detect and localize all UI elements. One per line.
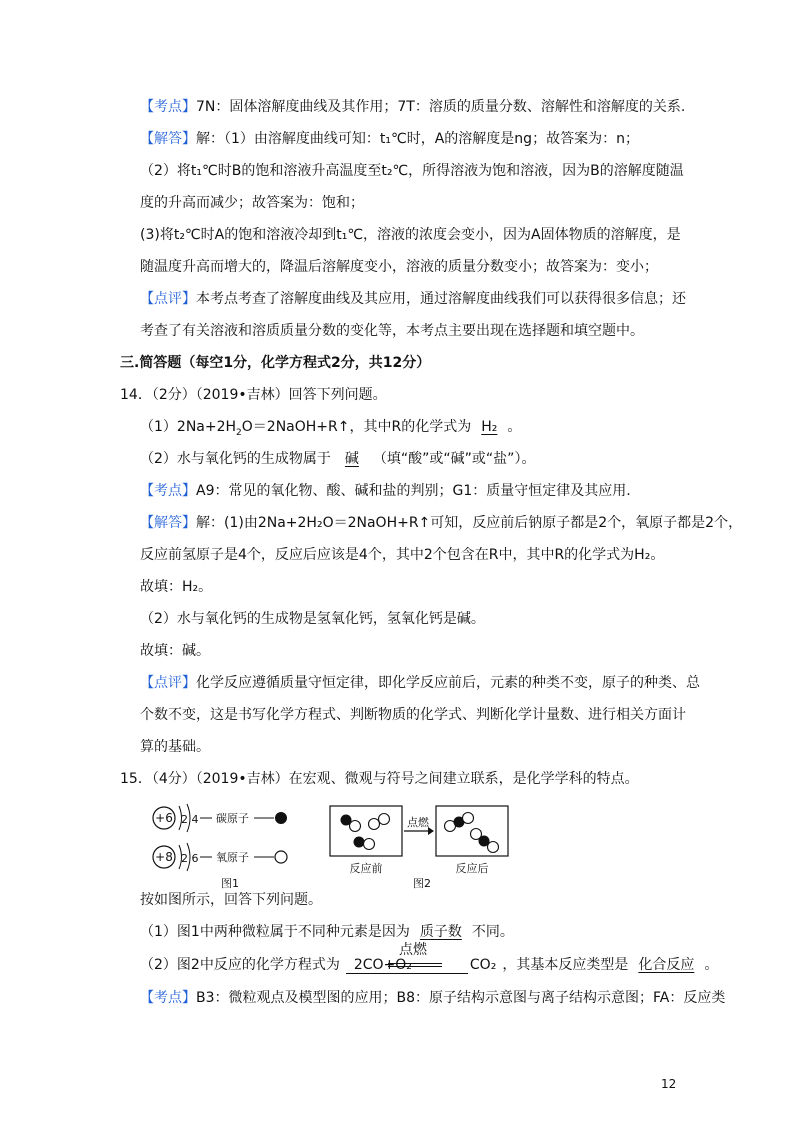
before-label: 反应前: [349, 862, 383, 875]
q15-sub1-post: 不同。: [471, 924, 514, 940]
q15-sub2-post: 。: [704, 957, 719, 973]
q15-equation-right: CO₂: [469, 957, 497, 973]
dianping-13-line1: [140, 289, 686, 309]
oxygen-label: 氧原子: [216, 851, 249, 864]
kaodian-13: [140, 97, 685, 117]
oxygen-atom-circle: [275, 851, 287, 863]
carbon-label: 碳原子: [216, 812, 249, 825]
q15-sub1-pre: （1）图1中两种微粒属于不同种元素是因为: [140, 924, 410, 940]
q15-header: 15．（4分）（2019•吉林）在宏观、微观与符号之间建立联系，是化学学科的特点。: [120, 771, 639, 787]
q15-sub2-pre: （2）图2中反应的化学方程式为: [140, 957, 340, 973]
q15-equation-underline: [346, 973, 468, 974]
after-label: 反应后: [455, 862, 489, 875]
q15-answer-2: 化合反应: [638, 957, 695, 973]
q15-sub1: [140, 922, 514, 942]
q14-sub2-pre: （2）水与氧化钙的生成物属于: [140, 451, 331, 467]
page-number: 12: [661, 1077, 677, 1091]
jieda-14-line5: 故填：碱。: [140, 643, 210, 659]
dianping-text: 化学反应遵循质量守恒定律，即化学反应前后，元素的种类不变，原子的种类、总: [196, 675, 700, 691]
jieda-13-line4: (3)将t₂℃时A的饱和溶液冷却到t₁℃，溶液的浓度会变小，因为A固体物质的溶解度，是: [140, 227, 681, 243]
kaodian-tag: 【考点】: [140, 990, 196, 1006]
dianping-14-line2: 个数不变，这是书写化学方程式、判断物质的化学式、判断化学计量数、进行相关方面计: [140, 707, 686, 723]
jieda-14-line1: [140, 513, 742, 533]
carbon-nucleus-text: +6: [155, 811, 173, 825]
jieda-14-line2: 反应前氢原子是4个，反应后应该是4个，其中2个包含在R中，其中R的化学式为H₂。: [140, 547, 665, 563]
q15-equation-bar-bottom: [388, 966, 442, 967]
dianping-14-line3: 算的基础。: [140, 739, 210, 755]
q15-reaction-condition: 点燃: [399, 942, 427, 958]
kaodian-text: B3：微粒观点及模型图的应用；B8：原子结构示意图与离子结构示意图；FA：反应类: [196, 990, 726, 1006]
jieda-13-line3: 度的升高而减少；故答案为：饱和；: [140, 195, 364, 211]
kaodian-15: [140, 988, 725, 1008]
kaodian-tag: 【考点】: [140, 483, 196, 499]
q14-header: 14．（2分）（2019•吉林）回答下列问题。: [120, 387, 387, 403]
dianping-13-line2: 考查了有关溶液和溶质质量分数的变化等，本考点主要出现在选择题和填空题中。: [140, 323, 644, 339]
dianping-tag: 【点评】: [140, 675, 196, 691]
dianping-14-line1: [140, 673, 700, 693]
q14-answer-1: H₂: [481, 419, 498, 435]
q14-sub2: [140, 449, 535, 469]
jieda-text: 解：（1）由溶解度曲线可知：t₁℃时，A的溶解度是ng；故答案为：n；: [196, 131, 639, 147]
q14-sub1: [140, 417, 521, 437]
q14-sub1-mid: O＝2NaOH+R↑，其中R的化学式为: [241, 419, 472, 435]
q14-sub1-post: 。: [507, 419, 522, 435]
q14-answer-2: 碱: [344, 451, 359, 467]
q15-equation-bar-top: [388, 963, 442, 964]
oxygen-shells-text: 2 6: [181, 852, 199, 865]
q15-sub2: [140, 955, 718, 975]
figure-1: [150, 800, 310, 890]
q14-sub1-subscript: 2: [236, 427, 242, 438]
kaodian-tag: 【考点】: [140, 99, 196, 115]
jieda-14-line4: （2）水与氧化钙的生成物是氢氧化钙，氢氧化钙是碱。: [140, 611, 485, 627]
q14-sub2-post: （填“酸”或“碱”或“盐”）。: [372, 451, 536, 467]
q14-sub1-pre: （1）2Na+2H: [140, 419, 237, 435]
figure-1-caption: 图1: [221, 877, 239, 890]
dianping-tag: 【点评】: [140, 291, 196, 307]
q15-answer-1: 质子数: [419, 924, 462, 940]
kaodian-text: A9：常见的氧化物、酸、碱和盐的判别；G1：质量守恒定律及其应用.: [196, 483, 631, 499]
q15-equation-left: 2CO+O₂: [353, 957, 412, 973]
jieda-13-line2: （2）将t₁℃时B的饱和溶液升高温度至t₂℃，所得溶液为饱和溶液，因为B的溶解度随温: [140, 163, 684, 179]
jieda-13-line5: 随温度升高而增大的，降温后溶解度变小，溶液的质量分数变小；故答案为：变小；: [140, 259, 658, 275]
carbon-atom-dot: [275, 812, 287, 824]
kaodian-14: [140, 481, 631, 501]
q15-sub2-mid: ，其基本反应类型是: [502, 957, 629, 973]
arrow-label: 点燃: [407, 816, 429, 829]
section-title: 三.简答题（每空1分，化学方程式2分，共12分）: [120, 355, 431, 371]
dianping-text: 本考点考查了溶解度曲线及其应用，通过溶解度曲线我们可以获得很多信息；还: [196, 291, 686, 307]
jieda-13-line1: [140, 129, 639, 149]
jieda-14-line3: 故填：H₂。: [140, 579, 213, 595]
jieda-tag: 【解答】: [140, 131, 196, 147]
oxygen-nucleus-text: +8: [155, 850, 173, 864]
figure-2: [328, 804, 528, 890]
jieda-text: 解：(1)由2Na+2H₂O＝2NaOH+R↑可知，反应前后钠原子都是2个，氧原子都是2个，: [196, 515, 743, 531]
jieda-tag: 【解答】: [140, 515, 196, 531]
carbon-shells-text: 2 4: [181, 813, 199, 826]
figure-2-caption: 图2: [413, 877, 431, 890]
kaodian-text: 7N：固体溶解度曲线及其作用；7T：溶质的质量分数、溶解性和溶解度的关系.: [196, 99, 686, 115]
q15-intro: 按如图所示，回答下列问题。: [140, 892, 322, 908]
